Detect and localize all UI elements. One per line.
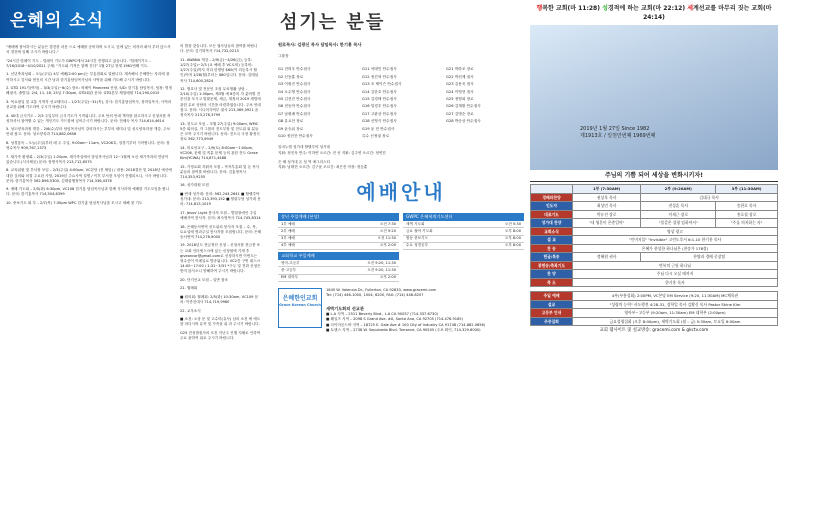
group-leader: G3 이원진 안수집사 <box>278 82 311 87</box>
schedule-name: 수요 성경공부 <box>406 243 428 248</box>
schedule-time: 오전 9:20, 11:30 <box>367 267 396 272</box>
schedule-row <box>278 236 399 243</box>
service-order-table <box>530 184 778 287</box>
service-cell: 만복의 근원 하나님 <box>573 261 778 270</box>
choir2-header: 은 혜 성가대 온 성 역 예그리스티 <box>278 159 330 164</box>
schedule-time: 오후 2:00 <box>379 243 396 248</box>
schedule-name: 새벽 기도회 <box>406 221 425 226</box>
service-label: 축 도 <box>531 278 573 287</box>
news-column <box>0 0 176 507</box>
group-leader: G8 유요찬 장로 <box>278 119 304 124</box>
schedule-time: 오전 5:30 <box>504 221 521 226</box>
schedule-time: 오후 8:00 <box>504 243 521 248</box>
info-value: 금요성령집회 (오후 8:00pm), 새벽기도회 (월 – 금) 5:30am, 토요일 6:00am <box>573 317 778 326</box>
worship-header: 장년 주일예배 (본당) <box>278 213 399 221</box>
service-header: 2부 (9:20AM) <box>641 185 716 194</box>
service-cell: "내 영혼이 은총입어" <box>573 219 641 228</box>
schedule-row <box>278 221 399 228</box>
group-leader: G10 정현찬 안수집사 <box>278 133 313 138</box>
news-paragraph: 4. 40대 금식기도 – 2/3 주일부터 금식기도가 시작됩니다. 주보 안의 안내 책자를 참고하시고 신청서를 작성하셔서 참여할 수 있는 개인기도 카드함에 넣어주시기 바랍니다. 문의: 전혜숙 목사 714,614,4614 <box>6 113 171 123</box>
pastors-line: 원로목사: 김광신 목사 담임목사: 한기홍 목사 <box>278 42 362 47</box>
service-label: 찬 양 <box>531 270 573 279</box>
choir2-line: 지휘: 남태현 오르간: 김구윤 오르간: 최은진 악장: 정승훈 <box>278 164 368 169</box>
bulletin-date: 2019년 1월 27일 Since 1982 제1913호 / 일천만번째 1969번째 <box>580 125 656 140</box>
group-leader: G2 신동훈 장로 <box>278 74 304 79</box>
service-cell: 주님 다시 오실 때까지 <box>573 270 778 279</box>
theme-banner: 주님의 기쁨 되어 세상을 변화시키자! <box>530 172 778 182</box>
group-leader: G18 신영식 안수집사 <box>362 119 397 124</box>
group-leader: G15 김경택 안수집사 <box>362 96 397 101</box>
service-cell: "인비저블" "Invisible" 고린도후서 6:1-10 한기홍 목사 <box>573 236 778 245</box>
news-paragraph: 19. 2018년도 현금정산 신청 – 신청서를 현금봉 또는 교회 인터넷스크에 있는 신청원에 기재 후 giveoncor@gmail.com로 신청하시면 이번도는 영수증이 이메일로 발송됩니다. VC2층 구번 데스크 14:00~17:00 / 1:31~3/31 *구두 및 전화 신청은 받지 않사오니 양해하여 주시기 바랍니다. <box>180 243 261 274</box>
info-label: 설교 <box>531 300 573 309</box>
news-paragraph: 16. 성가대원 모집 <box>180 183 209 188</box>
news-paragraph: ■ 연세 성가대: 문의: 562,244,2641 ■ 할렐루야 성가대: 문의: 213,393,152 ■ 힐링두팀 성가대 문의: 714,815,1019 <box>180 191 261 207</box>
schedule-name: 영아-초등부 <box>281 260 300 265</box>
news-paragraph: 1. 신년축복성회 – 오늘(주일) 4부 예배(2:00 pm)는 부흥집회로 열립니다. 계속해서 은혜받는 자리에 참여하시고 감사와 헌신의 시간 남과 한기홍담임목사님의 사역을 위해 기도해 주시기 바랍니다. <box>6 72 170 82</box>
service-label: 대표기도 <box>531 210 573 219</box>
service-cell: 전성훈 목사 <box>641 202 716 211</box>
news-paragraph: ■ 원의회: 월례회: 2/5(화) 10:30am, VC109 문의: 이종건대사 714,719,9980 <box>180 294 259 305</box>
service-header <box>531 185 573 194</box>
schedule-name: 3부 예배 <box>281 236 295 241</box>
news-paragraph: 20. 단기선교 모집 – 일반 참조 <box>180 277 228 282</box>
mission-center: ■ L.A 지역 – 2511 Beverly Blvd., L.A CA 90057 (714.337.6730) <box>326 312 439 317</box>
worship-guide-title: 예배안내 <box>356 180 446 205</box>
schedule-time: 오전 9:20, 11:30 <box>367 260 396 265</box>
schedule-name: 2부 예배 <box>281 228 295 233</box>
group-leader: G6 전동학 안수집사 <box>278 104 311 109</box>
service-label: 설 교 <box>531 236 573 245</box>
gwpc-header: GWPC 은혜세계기도센터 <box>403 213 524 221</box>
slogan <box>530 0 778 22</box>
group-leader: G21 박하조 장로 <box>446 67 474 72</box>
news-paragraph: 18. 은혜동서번역 선도위치 봉사자 모집 – 수, 목, 토요일에 영과주일 봉사자를 모집합니다. 문의: 은혜동서번역 714,278,9000 <box>180 224 261 239</box>
news-banner: 은혜의 소식 <box>0 0 176 38</box>
slogan-part: 세 <box>687 5 693 12</box>
group-leader: G11 석태인 안수집사 <box>362 67 397 72</box>
schedule-row <box>278 243 399 250</box>
edge-column <box>778 0 835 507</box>
group-leader: G28 박준상 안수집사 <box>446 119 481 124</box>
group-leader: G27 김병순 장로 <box>446 111 474 116</box>
schedule-name: 금요 철야 기도회 <box>406 228 433 233</box>
service-cell: "주를 의지하는 자" <box>716 219 778 228</box>
slogan-part: 행 <box>536 5 543 12</box>
choir-header: 임마누엘 성가대 할렐루야 성가대 <box>278 145 331 150</box>
news-paragraph: 의 밤을 갖습니다. 모든 권사님들의 참여를 바랍니다. 문의: 김기화목사 714,732,0213 <box>180 44 258 54</box>
news-paragraph: "예배에 참석하시는 분들은 겸건한 마음 으로 예배를 준비하며 오시고, 앞에 있는 의자의 좌석 부터 앉으셔서 경건에 임해 주시기 바랍니다." <box>6 45 171 55</box>
worship-table <box>278 211 399 282</box>
service-cell: 박유진 장로 <box>573 210 641 219</box>
news-body <box>0 38 176 206</box>
news-paragraph: 22. 교우소식 <box>180 308 201 313</box>
service-cell: 정혜원 권사 <box>573 253 641 262</box>
mission-center: ■ 토랜스 지역 – 2738 W. Sepulveda Blvd. Torrance, CA 90505 (주보 확인, 714.329.6000) <box>326 327 481 332</box>
group-leader: G24 이영현 집사 <box>446 89 474 94</box>
schedule-row <box>278 228 399 235</box>
church-tel: Tel: (714) 446-1000, 1004, 6200, FAX: (714) 446-6207 <box>326 292 424 297</box>
schedule-name: 합동 중보기도 <box>406 236 428 241</box>
group-leader: G12 정진혁 안수집사 <box>362 74 397 79</box>
gwpc-table <box>403 211 524 282</box>
group-leader: G7 남원배 안수집사 <box>278 111 311 116</box>
schedule-row <box>278 260 399 267</box>
info-value: "성령의 능력" 사도행전 4:28-31, 장학일 목사 김황신 목사 Pastor Shine Kim <box>573 300 778 309</box>
group-leaders-grid <box>278 66 524 140</box>
schedule-name: 4부 예배 <box>281 243 295 248</box>
slogan-part: 계선교를 마무리 짓는 교회(마 24:14) <box>643 5 772 21</box>
service-info-table <box>530 291 778 326</box>
news-continued-column <box>176 0 264 507</box>
service-cell: "불같은 성령 임하셔서" <box>641 219 716 228</box>
group-leader: G1 전의우 안수집사 <box>278 67 311 72</box>
group-leader: G13 조 제이슨 안수집사 <box>362 82 402 87</box>
world-map-image <box>530 25 778 170</box>
schedule-time: 오후 2:00 <box>379 275 396 280</box>
schedule-time: 오후 8:00 <box>504 228 521 233</box>
slogan-part: 복한 교회(마 11:28) <box>542 5 603 12</box>
service-cell: 찬양과 경배 중창팀 <box>641 253 778 262</box>
group-leader: G22 박천제 집사 <box>446 74 474 79</box>
service-label: 헌금/특송 <box>531 253 573 262</box>
news-paragraph: 21. 월례회 <box>180 286 198 291</box>
servants-title: 섬기는 분들 <box>280 12 386 33</box>
slogan-part: 경적에 하는 교회(마 22:12) <box>607 5 688 12</box>
footer-website: 교회 웹사이트 및 설교방송: gracemi.com & gkctv.com <box>599 328 709 334</box>
group-leader: G5 김현진 안수집사 <box>278 96 311 101</box>
education-header: 교회학교 주일예배 <box>278 252 399 260</box>
group-leader: G9 윤승위 장로 <box>278 126 304 131</box>
news-paragraph: 9. 예배 기도회 – 2/5(화) 6:30pm, VC108 한기홍 담임목사님과 함께 식사하며 예배를 기도모임을 합니다. 문의: 한기홍목사 714,504,6399 <box>6 187 170 197</box>
schedule-time: 오전 9:20 <box>379 228 396 233</box>
service-label: 인도자 <box>531 202 573 211</box>
group-leader: G14 김한호 안수집사 <box>362 89 397 94</box>
choir-line: 지휘: 정진욱 반주: 이하얀 오르간: 전 선 지휘: 김주연 오르간: 정연진 <box>278 150 386 155</box>
bulletin-column <box>530 0 778 507</box>
schedule-name: 중·고등부 <box>281 267 297 272</box>
info-value: 영아부~고등부 (9:20am, 11:30am) EM 대학부 (2:00pm) <box>573 309 778 318</box>
group-leader <box>446 133 524 140</box>
news-paragraph: "24시간 릴레이 기도 – 릴레이 기도가 GWPC에서 24시간 진행되고 있습니다. "릴레이기도 – 7/16/2018~4/10/2021 주제: "기도와 기적은 함께 간다" 1월 27일 현재 1961번째 기도. <box>6 58 151 68</box>
schedule-time: 오전 11:30 <box>377 236 396 241</box>
schedule-row <box>278 267 399 274</box>
news-paragraph: 2. GTD 191기(여자) – 3/3(주일)~6(수) 장소: 픽베이 Pinecrest 산장, S/D: 한기홍 담임목사, 팀장: 명정해권사, 출발일: 2/4, 11, 18, 25일 7:30pm, GTD회관 문의: GTD본부 체험매원 714,290,0015 <box>6 86 172 96</box>
schedule-row <box>403 228 524 235</box>
service-label: 성가대 찬양 <box>531 219 573 228</box>
service-cell: 송한호 목사 <box>716 202 778 211</box>
news-paragraph: 3. 목요평일 및 교통 사역자 선교세미나 – 1/27(주일)~31(목), 강사: 한기홍담임목사, 장학일목사, 사역과 선교를 위해 기도하여 주시기 바랍니다. <box>6 99 172 110</box>
news-paragraph: 6. 성경통독 – 오늘(주일)부터 매 주 주일, 9:00am~11am, VC206호, 성경기부터 시작합니다. 문의: 장영수목사 909,767,1373 <box>6 140 170 151</box>
church-address: 1645 W. Valencia Dr., Fullerton, CA 92833, www.gracemi.com <box>326 287 437 292</box>
service-header: 1부 (7:30AM) <box>573 185 641 194</box>
info-label: 주일 예배 <box>531 292 573 301</box>
news-paragraph: 7. 새가족 환영회 – 2/3(주일) 1:20pm, 새가족실에서 담임목사님과 12~1월에 오신 새가족과의 만남이 있습니다.(식사제공) 문의: 장명식목사 213,712,6575 <box>6 154 169 164</box>
service-cell: 영상 광고 <box>573 227 778 236</box>
service-cell: 홍호철 장로 <box>716 210 778 219</box>
info-value: 4부(부흥성회) 2:00PM, VC본당 EM Service (9:20, 11:30AM) MC체육관 <box>573 292 778 301</box>
news-paragraph: ■ 소천: 오상 문 및 고수미(유사) 님의 소천 에 애도를 마다시며 유족 및 가족을 위 과 주시기 바랍니다. <box>180 317 261 327</box>
mission-header: 새벽기도회의 선교관 <box>326 306 364 312</box>
service-cell: 이재근 장로 <box>641 210 716 219</box>
service-label: 교회소식 <box>531 227 573 236</box>
service-label: 찬 송 <box>531 244 573 253</box>
news-paragraph: 15. 가정교회 지휘자 모집 – 목자부흥회 및 온 목사 분들의 참여를 바랍니다. 문의: 김홍정목사 714,353,9255 <box>180 164 260 179</box>
church-logo: 은혜한인교회 Grace Korean Church <box>278 288 322 328</box>
group-leader: G26 김계환 안수집사 <box>446 104 481 109</box>
news-paragraph: 8. 교육위원 및 부서장 모임 – 2/3(주일) 4:00pm, VC본당 (전 체임) / 내용: 2018결산 및 2018년 예산에 대한 심의와 의결 주요한 사항, 2019년 주요사역 설명 / 이후 부서장 모임이 진행되오니, 시사 바랍니다. 문의: 한기홍목사 562,896,5300, 김태섭행정목사 714,336,4378 <box>6 168 172 183</box>
mission-center: ■ 웨일즈 지역 – 2098 S Grand Ave. #A, Santa Ana, CA 92705 (714.476.9165) <box>326 317 463 322</box>
group-leader: G17 고완상 안수집사 <box>362 111 397 116</box>
servants-column <box>278 0 524 507</box>
group-leader: 특수 신정권 장로 <box>362 133 390 138</box>
news-paragraph: G25 전성범집사의 모친 지난주 진행 지혜로 인하여 주요 관하여 위로 주시기 바랍니다. <box>180 330 261 341</box>
schedule-name: EM 대학부 <box>281 275 298 280</box>
info-label: 고등부 안내 <box>531 309 573 318</box>
service-cell: 한기홍 목사 <box>573 278 778 287</box>
service-label: 경배와찬양 <box>531 193 573 202</box>
group-leader: G23 김용욱 집사 <box>446 82 474 87</box>
news-paragraph: 17. Jesus' Light 봉사자 모집 – 발달장애인 주일 예배사역 봉사자. 문의: 최숙영목사 714,745,8314 <box>180 210 261 221</box>
schedule-row <box>403 243 524 250</box>
slogan-part: 성 <box>602 5 608 12</box>
group-leader: G19 윤 민 안수집사 <box>362 126 395 131</box>
schedule-time: 오전 7:30 <box>379 221 396 226</box>
schedule-row <box>403 236 524 243</box>
news-paragraph: 11. AWANA 개강 – 2/9(금)~4/26(금), 등록: 1/27(주일)~2/3 (교 예배 후 VC로비) 등록비: 1/27(주일)까지 저녁 한명당 $60(이 리등록시 할인)이며 1/28(월)부터는 $80입니다. 문의: 김태섭목사 714,600,2824 <box>180 57 259 83</box>
news-paragraph: 5. 성도양육과정 개강 – 2/6(수)부터 담임목사님이 강의하시는 부부의 세미나 및 성도양육과정 개강, 주보 안내 참고. 문의: 성도양육과 714,882,0656 <box>6 127 171 137</box>
service-header: 3부 (11:30AM) <box>716 185 778 194</box>
schedule-time: 오후 8:00 <box>504 236 521 241</box>
mission-center: ■ 다이아몬드바 지역 – 18725 E. Gale Ave # 100 City of Industry CA 91748 (714.882.0656) <box>326 322 486 327</box>
service-cell: 김대규 목사 <box>641 193 778 202</box>
group-leader: G25 정영희 장로 <box>446 96 474 101</box>
group-leader: G16 임경우 안수집사 <box>362 104 397 109</box>
group-leader: G4 오수영 안수집사 <box>278 89 311 94</box>
group-header: 그룹장 <box>278 54 289 59</box>
schedule-row <box>403 221 524 228</box>
news-paragraph: 13. 천도교 모임 – 모월 27(주일) 9:00am, WMC 5층 회의실, 각 그룹의 전도부장 및 전도위 워 분들은 모여 주시기 바랍니다. 문의: 전도국 국장 황정식장로 562,773,9949 <box>180 121 260 142</box>
service-cell: 은혜가 풍성한 하나님은 (찬송가 178장) <box>573 244 778 253</box>
news-paragraph: 12. 범호사 및 전문인 초청 무료생활 상담 – 2/10(주일) 1:30pm, 제3월 예 8층의 각 분야별 전문인을 모시고 법률문제, 세금, 재정의 2019 세법에 관한 무료 상담의 시간을 마련하였습니다. 주보 안내 참고. 문의: 시니어사역부 권사 213,369,0921 윤정숙목사 213,276,3799 <box>180 87 261 118</box>
schedule-name: 1부 예배 <box>281 221 295 226</box>
service-cell: 최성민 목사 <box>573 202 641 211</box>
schedule-row <box>278 275 399 282</box>
service-cell: 권상욱 목사 <box>573 193 641 202</box>
service-label: 봉헌송/축복기도 <box>531 261 573 270</box>
info-label: 주중집회 <box>531 317 573 326</box>
news-paragraph: 14. 미로선교구 – 2/9(토) 8:00am~1:00pm, VC206, 문제 및 직분 문제 등의 관한 전도 Grace Kim(YCWA) 714,871,4488 <box>180 145 258 161</box>
group-leader <box>446 126 524 133</box>
news-paragraph: 10. 중보기도 회 부 – 2/7(목) 7:30pm WPC 한기홍 담임목사님을 모시고 새해 첫 기도 <box>6 200 143 205</box>
